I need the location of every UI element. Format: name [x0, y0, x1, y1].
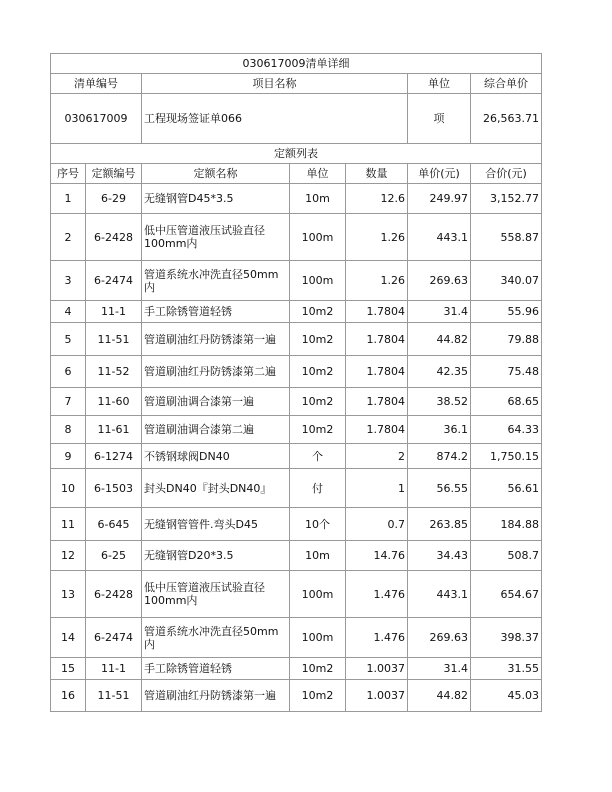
table-row — [51, 680, 542, 712]
col-header-no: 序号 — [51, 164, 86, 184]
cell-code: 11-1 — [86, 301, 142, 323]
cell-price: 31.4 — [408, 301, 471, 323]
cell-qty: 1.0037 — [346, 658, 408, 680]
cell-no: 4 — [51, 301, 86, 323]
table-row — [51, 356, 542, 388]
cell-code: 11-51 — [86, 323, 142, 356]
cell-unit: 100m — [290, 571, 346, 618]
cell-no: 13 — [51, 571, 86, 618]
cell-unit: 10m2 — [290, 416, 346, 444]
cell-total: 79.88 — [471, 323, 542, 356]
cell-price: 263.85 — [408, 508, 471, 541]
table-row — [51, 261, 542, 301]
cell-price: 31.4 — [408, 658, 471, 680]
cell-no: 16 — [51, 680, 86, 712]
cell-qty: 1 — [346, 469, 408, 508]
cell-name: 不锈钢球阀DN40 — [142, 444, 290, 469]
cell-total: 75.48 — [471, 356, 542, 388]
cell-unit: 10m2 — [290, 356, 346, 388]
table-row — [51, 444, 542, 469]
col-header-name: 定额名称 — [142, 164, 290, 184]
cell-code: 6-25 — [86, 541, 142, 571]
cell-name: 管道刷油调合漆第二遍 — [142, 416, 290, 444]
cell-qty: 1.7804 — [346, 356, 408, 388]
cell-qty: 12.6 — [346, 184, 408, 214]
col-header-price: 单价(元) — [408, 164, 471, 184]
cell-price: 249.97 — [408, 184, 471, 214]
cell-total: 55.96 — [471, 301, 542, 323]
cell-no: 7 — [51, 388, 86, 416]
cell-code: 6-1503 — [86, 469, 142, 508]
cell-no: 14 — [51, 618, 86, 658]
cell-no: 1 — [51, 184, 86, 214]
cell-code: 11-51 — [86, 680, 142, 712]
cell-no: 15 — [51, 658, 86, 680]
cell-qty: 1.476 — [346, 618, 408, 658]
cell-qty: 1.26 — [346, 214, 408, 261]
cell-total: 3,152.77 — [471, 184, 542, 214]
cell-price: 443.1 — [408, 571, 471, 618]
col-header-qty: 数量 — [346, 164, 408, 184]
cell-unit: 100m — [290, 618, 346, 658]
cell-unit: 10m2 — [290, 388, 346, 416]
cell-code: 11-60 — [86, 388, 142, 416]
cell-qty: 0.7 — [346, 508, 408, 541]
cell-qty: 14.76 — [346, 541, 408, 571]
cell-qty: 1.7804 — [346, 323, 408, 356]
cell-unit: 付 — [290, 469, 346, 508]
cell-unit: 100m — [290, 261, 346, 301]
quota-list-title: 定额列表 — [51, 144, 542, 164]
cell-name: 无缝钢管管件.弯头D45 — [142, 508, 290, 541]
cell-code: 6-645 — [86, 508, 142, 541]
cell-name: 管道刷油调合漆第一遍 — [142, 388, 290, 416]
col-header-unit: 单位 — [290, 164, 346, 184]
cell-unit: 10m — [290, 184, 346, 214]
cell-price: 874.2 — [408, 444, 471, 469]
cell-qty: 1.7804 — [346, 388, 408, 416]
cell-no: 9 — [51, 444, 86, 469]
cell-no: 10 — [51, 469, 86, 508]
cell-price: 443.1 — [408, 214, 471, 261]
cell-total: 398.37 — [471, 618, 542, 658]
cell-qty: 1.0037 — [346, 680, 408, 712]
table-row — [51, 508, 542, 541]
cell-name: 无缝钢管D20*3.5 — [142, 541, 290, 571]
table-row — [51, 388, 542, 416]
cell-total: 45.03 — [471, 680, 542, 712]
table-row — [51, 658, 542, 680]
cell-price: 36.1 — [408, 416, 471, 444]
table-row — [51, 571, 542, 618]
cell-price: 56.55 — [408, 469, 471, 508]
cell-code: 11-61 — [86, 416, 142, 444]
cell-total: 184.88 — [471, 508, 542, 541]
cell-no: 5 — [51, 323, 86, 356]
cell-price: 42.35 — [408, 356, 471, 388]
cell-name: 管道刷油红丹防锈漆第二遍 — [142, 356, 290, 388]
cell-name: 手工除锈管道轻锈 — [142, 301, 290, 323]
table-title: 030617009清单详细 — [51, 54, 542, 74]
cell-qty: 1.7804 — [346, 416, 408, 444]
cell-unit: 10m2 — [290, 301, 346, 323]
cell-name: 手工除锈管道轻锈 — [142, 658, 290, 680]
col-header-total: 合价(元) — [471, 164, 542, 184]
bill-unit: 项 — [408, 94, 471, 144]
cell-code: 6-2428 — [86, 571, 142, 618]
cell-no: 8 — [51, 416, 86, 444]
cell-qty: 1.7804 — [346, 301, 408, 323]
bill-detail-table — [50, 53, 542, 712]
cell-total: 68.65 — [471, 388, 542, 416]
cell-price: 269.63 — [408, 618, 471, 658]
cell-total: 340.07 — [471, 261, 542, 301]
table-row — [51, 214, 542, 261]
cell-code: 11-52 — [86, 356, 142, 388]
cell-no: 3 — [51, 261, 86, 301]
cell-total: 1,750.15 — [471, 444, 542, 469]
cell-total: 31.55 — [471, 658, 542, 680]
cell-price: 44.82 — [408, 680, 471, 712]
cell-total: 558.87 — [471, 214, 542, 261]
cell-qty: 1.26 — [346, 261, 408, 301]
cell-no: 6 — [51, 356, 86, 388]
cell-price: 269.63 — [408, 261, 471, 301]
cell-qty: 2 — [346, 444, 408, 469]
cell-price: 38.52 — [408, 388, 471, 416]
table-row — [51, 323, 542, 356]
cell-total: 64.33 — [471, 416, 542, 444]
cell-unit: 10个 — [290, 508, 346, 541]
cell-code: 6-1274 — [86, 444, 142, 469]
bill-unit-header: 单位 — [408, 74, 471, 94]
cell-name: 管道系统水冲洗直径50mm内 — [142, 261, 290, 301]
table-row — [51, 184, 542, 214]
bill-code-header: 清单编号 — [51, 74, 142, 94]
table-row — [51, 618, 542, 658]
cell-total: 56.61 — [471, 469, 542, 508]
cell-total: 508.7 — [471, 541, 542, 571]
bill-name: 工程现场签证单066 — [142, 94, 408, 144]
cell-code: 6-2474 — [86, 618, 142, 658]
cell-name: 封头DN40『封头DN40』 — [142, 469, 290, 508]
cell-price: 44.82 — [408, 323, 471, 356]
cell-unit: 10m2 — [290, 658, 346, 680]
cell-unit: 个 — [290, 444, 346, 469]
cell-unit: 100m — [290, 214, 346, 261]
cell-name: 管道系统水冲洗直径50mm内 — [142, 618, 290, 658]
table-row — [51, 301, 542, 323]
cell-name: 低中压管道液压试验直径100mm内 — [142, 214, 290, 261]
bill-price-header: 综合单价 — [471, 74, 542, 94]
table-row — [51, 541, 542, 571]
cell-no: 2 — [51, 214, 86, 261]
cell-price: 34.43 — [408, 541, 471, 571]
cell-qty: 1.476 — [346, 571, 408, 618]
cell-unit: 10m2 — [290, 680, 346, 712]
cell-name: 管道刷油红丹防锈漆第一遍 — [142, 323, 290, 356]
cell-no: 11 — [51, 508, 86, 541]
cell-unit: 10m2 — [290, 323, 346, 356]
table-row — [51, 416, 542, 444]
cell-name: 管道刷油红丹防锈漆第一遍 — [142, 680, 290, 712]
cell-no: 12 — [51, 541, 86, 571]
cell-unit: 10m — [290, 541, 346, 571]
bill-code: 030617009 — [51, 94, 142, 144]
cell-code: 6-29 — [86, 184, 142, 214]
bill-price: 26,563.71 — [471, 94, 542, 144]
cell-code: 6-2474 — [86, 261, 142, 301]
cell-name: 低中压管道液压试验直径100mm内 — [142, 571, 290, 618]
cell-total: 654.67 — [471, 571, 542, 618]
cell-name: 无缝钢管D45*3.5 — [142, 184, 290, 214]
col-header-code: 定额编号 — [86, 164, 142, 184]
cell-code: 6-2428 — [86, 214, 142, 261]
cell-code: 11-1 — [86, 658, 142, 680]
bill-name-header: 项目名称 — [142, 74, 408, 94]
table-row — [51, 469, 542, 508]
